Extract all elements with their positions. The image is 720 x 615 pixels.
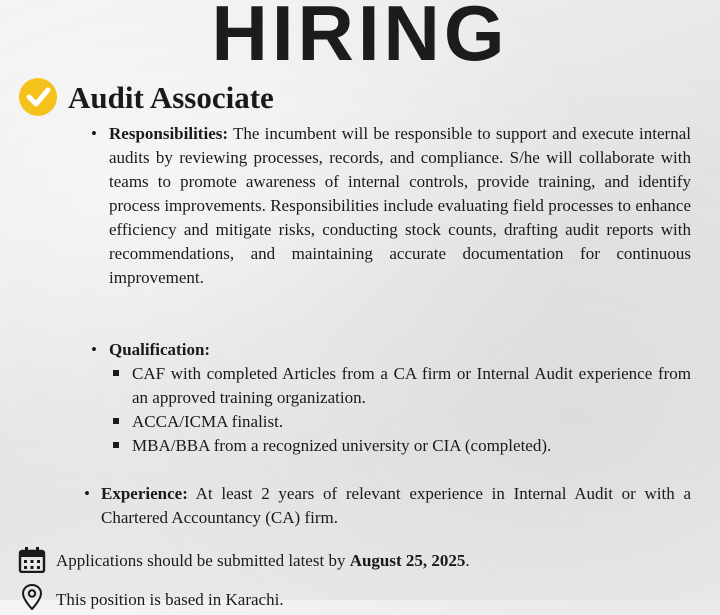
experience-section — [101, 482, 691, 530]
experience-text: At least 2 years of relevant experience in Internal Audit or with a Chartered Accountancy (CA) firm. — [101, 484, 691, 527]
bullet-dot: • — [84, 484, 90, 503]
job-title: Audit Associate — [68, 80, 274, 115]
check-circle-icon — [19, 78, 57, 116]
location-pin-icon — [22, 584, 42, 610]
bullet-dot: • — [91, 124, 97, 143]
square-bullet — [113, 370, 119, 376]
experience-label: Experience: — [101, 484, 188, 503]
qualification-item: ACCA/ICMA finalist. — [132, 412, 284, 431]
location-text: This position is based in Karachi. — [56, 590, 284, 609]
bullet-dot: • — [91, 340, 97, 359]
responsibilities-text: The incumbent will be responsible to support and execute internal audits by reviewing processes, records, and compliance. S/he will collaborate with teams to promote awareness of internal controls, provide training, and identify process improvements. Responsibilities include evaluating field processes to enhance efficiency and mitigate risks, conducting stock counts, drafting audit reports with recommendations, and maintaining accurate documentation for continuous improvement. — [109, 124, 691, 287]
square-bullet — [113, 418, 119, 424]
deadline-text: Applications should be submitted latest by — [56, 551, 346, 570]
deadline-end: . — [465, 551, 470, 570]
hiring-heading: HIRING — [211, 0, 509, 77]
calendar-icon — [18, 547, 46, 573]
deadline-line — [56, 549, 470, 573]
deadline-date: August 25, 2025 — [349, 551, 466, 570]
qualification-item: CAF with completed Articles from a CA firm or Internal Audit experience from an approved training organization. — [132, 364, 691, 407]
responsibilities-section — [109, 122, 691, 290]
square-bullet — [113, 442, 119, 448]
qualification-item: MBA/BBA from a recognized university or CIA (completed). — [132, 436, 552, 455]
qualification-label: Qualification: — [109, 340, 211, 359]
responsibilities-label: Responsibilities: — [109, 124, 229, 143]
